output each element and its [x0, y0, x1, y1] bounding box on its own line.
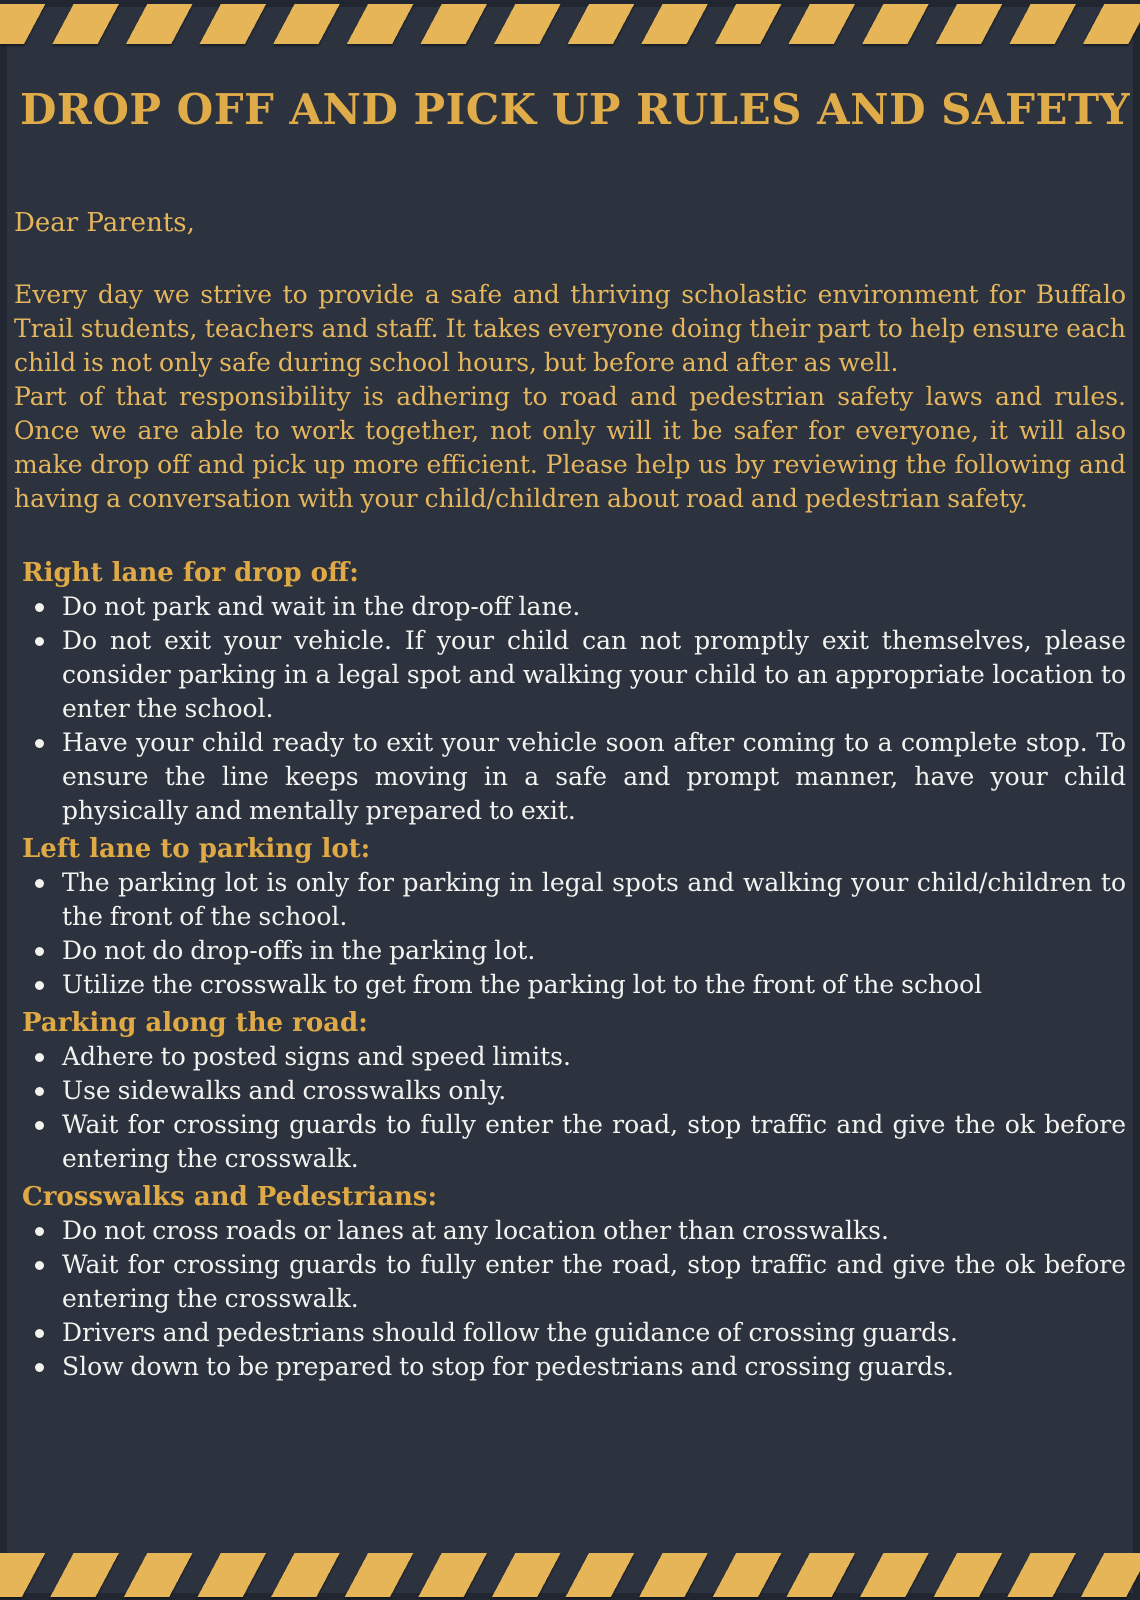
section-heading: Left lane to parking lot:	[22, 834, 371, 864]
rules-sections	[14, 556, 1126, 1384]
caution-stripe-bottom	[0, 1553, 1140, 1597]
section-left-lane	[14, 832, 1126, 1002]
bullet-list	[14, 590, 1126, 828]
section-heading: Parking along the road:	[22, 1008, 368, 1038]
bullet-item: Drivers and pedestrians should follow the guidance of crossing guards.	[14, 1316, 1126, 1350]
bullet-item: The parking lot is only for parking in legal spots and walking your child/children to the front of the school.	[14, 866, 1126, 934]
bullet-list	[14, 1040, 1126, 1176]
bullet-item: Do not park and wait in the drop-off lane.	[14, 590, 1126, 624]
bullet-item: Have your child ready to exit your vehicle soon after coming to a complete stop. To ensure the line keeps moving in a safe and prompt manner, have your child physically and mentally prepared to exit.	[14, 726, 1126, 828]
intro-paragraph: Part of that responsibility is adhering to road and pedestrian safety laws and rules. Once we are able to work together, not only will it be safer for everyone, it will also make drop off and pick up more efficient. Please help us by reviewing the following and having a conversation with your child/children about road and pedestrian safety.	[14, 382, 1126, 513]
intro-block	[14, 278, 1126, 516]
section-crosswalks	[14, 1180, 1126, 1384]
section-right-lane	[14, 556, 1126, 828]
bullet-list	[14, 1214, 1126, 1384]
section-heading: Right lane for drop off:	[22, 558, 359, 588]
section-parking-road	[14, 1006, 1126, 1176]
bullet-item: Wait for crossing guards to fully enter the road, stop traffic and give the ok before entering the crosswalk.	[14, 1248, 1126, 1316]
bullet-item: Do not exit your vehicle. If your child can not promptly exit themselves, please consider parking in a legal spot and walking your child to an appropriate location to enter the school.	[14, 624, 1126, 726]
section-heading: Crosswalks and Pedestrians:	[22, 1182, 438, 1212]
bullet-item: Wait for crossing guards to fully enter the road, stop traffic and give the ok before entering the crosswalk.	[14, 1108, 1126, 1176]
bullet-item: Do not do drop-offs in the parking lot.	[14, 934, 1126, 968]
bullet-item: Utilize the crosswalk to get from the parking lot to the front of the school	[14, 968, 1126, 1002]
bullet-item: Slow down to be prepared to stop for pedestrians and crossing guards.	[14, 1350, 1126, 1384]
intro-paragraph: Every day we strive to provide a safe and thriving scholastic environment for Buffalo Trail students, teachers and staff. It takes everyone doing their part to help ensure each child is not only safe during school hours, but before and after as well.	[14, 280, 1126, 377]
salutation: Dear Parents,	[14, 208, 195, 238]
page-title: DROP OFF AND PICK UP RULES AND SAFETY	[20, 85, 1131, 134]
bullet-item: Adhere to posted signs and speed limits.	[14, 1040, 1126, 1074]
bullet-item: Use sidewalks and crosswalks only.	[14, 1074, 1126, 1108]
bullet-list	[14, 866, 1126, 1002]
bullet-item: Do not cross roads or lanes at any location other than crosswalks.	[14, 1214, 1126, 1248]
